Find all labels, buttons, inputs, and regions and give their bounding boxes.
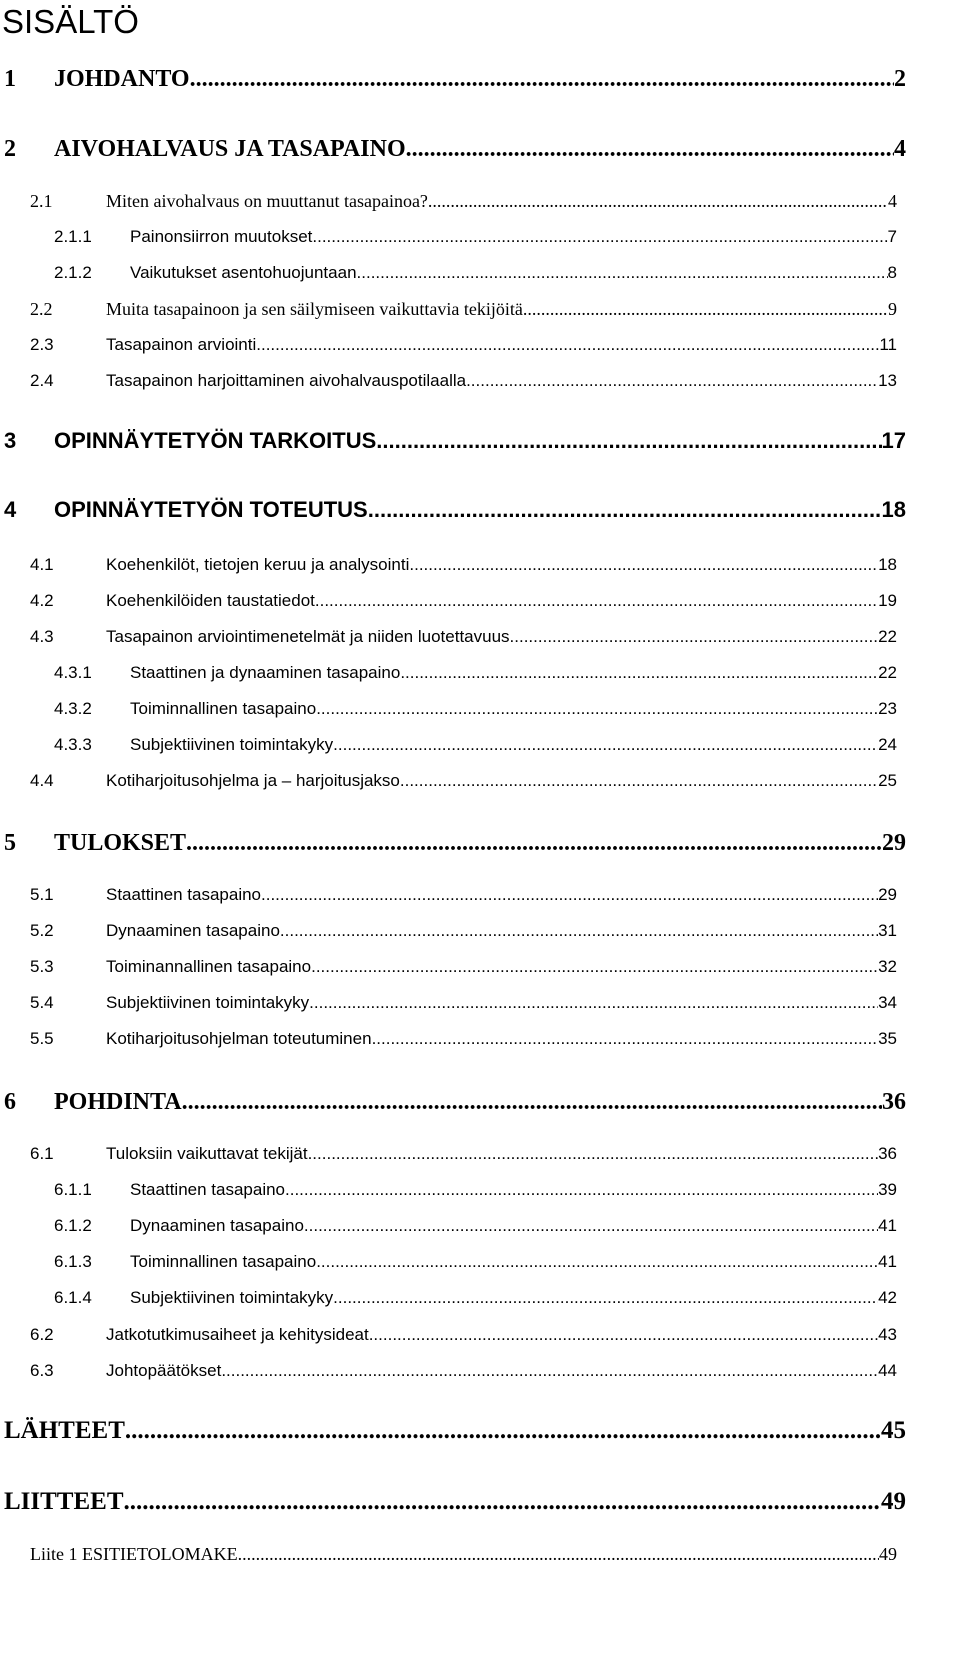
toc-entry-number: 5	[4, 830, 16, 856]
toc-leader-dots	[285, 1180, 878, 1200]
toc-entry-number: 6.1	[30, 1144, 54, 1163]
toc-entry-title: Toiminnallinen tasapaino	[130, 699, 317, 718]
toc-entry-page: 19	[878, 591, 897, 610]
toc-entry[interactable]	[0, 1488, 960, 1524]
toc-leader-dots	[309, 993, 878, 1013]
toc-entry-number: 6.1.3	[54, 1252, 92, 1271]
toc-entry-title: TULOKSET	[54, 830, 187, 856]
toc-entry-page: 49	[881, 1488, 906, 1515]
toc-entry-number: 2.1.1	[54, 227, 92, 246]
toc-entry-number: 2.3	[30, 335, 54, 354]
toc-entry-number: 1	[4, 66, 16, 92]
toc-entry-number: 5.3	[30, 957, 54, 976]
toc-entry-page: 35	[878, 1029, 897, 1048]
toc-entry-number: 4	[4, 497, 17, 522]
toc-entry-page: 13	[878, 371, 897, 390]
toc-entry[interactable]	[0, 699, 960, 735]
toc-entry[interactable]	[0, 771, 960, 807]
toc-entry-number: 6.1.2	[54, 1216, 92, 1235]
toc-entry-title: Kotiharjoitusohjelma ja – harjoitusjakso	[106, 771, 400, 790]
toc-leader-dots	[315, 591, 878, 611]
toc-entry-title: Liite 1 ESITIETOLOMAKE	[30, 1544, 238, 1564]
toc-leader-dots	[316, 1252, 878, 1272]
toc-leader-dots	[238, 1544, 879, 1565]
toc-entry[interactable]	[0, 1029, 960, 1065]
toc-entry-page: 25	[878, 771, 897, 790]
toc-entry-number: 4.3.1	[54, 663, 92, 682]
toc-entry[interactable]	[0, 335, 960, 371]
toc-entry[interactable]	[0, 428, 960, 464]
toc-entry-page: 17	[881, 428, 906, 453]
toc-entry-title: POHDINTA	[54, 1089, 182, 1115]
toc-entry[interactable]	[0, 957, 960, 993]
toc-entry-title: Jatkotutkimusaiheet ja kehitysideat	[106, 1325, 369, 1344]
toc-entry-title: Johtopäätökset	[106, 1361, 222, 1380]
toc-entry-number: 6.1.4	[54, 1288, 92, 1307]
toc-leader-dots	[372, 1029, 879, 1049]
toc-entry-page: 34	[878, 993, 897, 1012]
toc-entry-title: OPINNÄYTETYÖN TARKOITUS	[54, 428, 377, 453]
toc-entry-number: 5.1	[30, 885, 54, 904]
toc-leader-dots	[256, 335, 879, 355]
toc-entry-number: 4.4	[30, 771, 54, 790]
toc-entry-page: 42	[878, 1288, 897, 1307]
toc-entry-title: Staattinen ja dynaaminen tasapaino	[130, 663, 401, 682]
toc-entry-title: AIVOHALVAUS JA TASAPAINO	[54, 136, 406, 162]
toc-leader-dots	[400, 663, 878, 683]
toc-entry-title: Tasapainon harjoittaminen aivohalvauspotilaalla	[106, 371, 467, 390]
toc-entry-number: 6.2	[30, 1325, 54, 1344]
toc-leader-dots	[308, 1144, 879, 1164]
toc-entry-title: Miten aivohalvaus on muuttanut tasapainoa?	[106, 191, 428, 211]
toc-leader-dots	[190, 66, 894, 93]
toc-leader-dots	[357, 263, 888, 283]
toc-entry-number: 4.3	[30, 627, 54, 646]
toc-entry-page: 18	[881, 497, 906, 522]
toc-entry-title: Painonsiirron muutokset	[130, 227, 313, 246]
toc-entry[interactable]	[0, 136, 960, 172]
toc-entry-title: Tasapainon arviointi	[106, 335, 257, 354]
toc-leader-dots	[523, 299, 888, 320]
toc-entry-page: 31	[878, 921, 897, 940]
toc-leader-dots	[124, 1488, 881, 1516]
toc-entry[interactable]	[0, 627, 960, 663]
toc-leader-dots	[333, 1288, 878, 1308]
toc-entry-title: JOHDANTO	[54, 66, 190, 92]
toc-entry-title: Vaikutukset asentohuojuntaan	[130, 263, 357, 282]
toc-entry-page: 22	[878, 627, 897, 646]
toc-entry-title: Dynaaminen tasapaino	[130, 1216, 304, 1235]
toc-entry-page: 39	[878, 1180, 897, 1199]
toc-entry-page: 43	[878, 1325, 897, 1344]
toc-entry-page: 45	[881, 1417, 906, 1444]
toc-entry-page: 7	[887, 227, 897, 246]
toc-leader-dots	[376, 428, 881, 454]
toc-entry-title: Subjektiivinen toimintakyky	[130, 735, 334, 754]
toc-entry-title: Dynaaminen tasapaino	[106, 921, 280, 940]
toc-entry-number: 4.3.3	[54, 735, 92, 754]
toc-entry-page: 2	[894, 66, 906, 92]
toc-entry-number: 5.4	[30, 993, 54, 1012]
toc-entry[interactable]	[0, 299, 960, 335]
toc-leader-dots	[400, 771, 878, 791]
toc-entry-page: 4	[888, 191, 897, 211]
toc-leader-dots	[466, 371, 878, 391]
page-title: SISÄLTÖ	[2, 3, 139, 40]
toc-entry[interactable]	[0, 1089, 960, 1125]
toc-entry-number: 5.5	[30, 1029, 54, 1048]
toc-entry[interactable]	[0, 191, 960, 227]
toc-entry[interactable]	[0, 1252, 960, 1288]
toc-entry[interactable]	[0, 1325, 960, 1361]
toc-entry-page: 29	[882, 830, 906, 856]
toc-entry[interactable]	[0, 1180, 960, 1216]
toc-entry-title: Subjektiivinen toimintakyky	[130, 1288, 334, 1307]
toc-entry-number: 2.1.2	[54, 263, 92, 282]
toc-leader-dots	[406, 136, 894, 163]
toc-entry-number: 4.1	[30, 555, 54, 574]
toc-entry-page: 29	[878, 885, 897, 904]
toc-entry[interactable]	[0, 66, 960, 102]
toc-entry[interactable]	[0, 497, 960, 533]
toc-entry[interactable]	[0, 921, 960, 957]
toc-entry-page: 32	[878, 957, 897, 976]
toc-entry-page: 41	[878, 1216, 897, 1235]
toc-leader-dots	[369, 1325, 878, 1345]
toc-entry-page: 9	[888, 299, 897, 319]
toc-leader-dots	[221, 1361, 878, 1381]
toc-entry[interactable]	[0, 591, 960, 627]
toc-entry-title: Toiminannallinen tasapaino	[106, 957, 312, 976]
toc-leader-dots	[312, 227, 887, 247]
toc-entry-page: 36	[882, 1089, 906, 1115]
toc-entry[interactable]	[0, 1361, 960, 1397]
toc-entry[interactable]	[0, 1544, 960, 1580]
toc-entry-number: 5.2	[30, 921, 54, 940]
toc-entry-title: OPINNÄYTETYÖN TOTEUTUS	[54, 497, 368, 522]
toc-entry-page: 49	[879, 1544, 897, 1564]
toc-leader-dots	[182, 1089, 882, 1116]
toc-entry-number: 6.3	[30, 1361, 54, 1380]
toc-entry-number: 2	[4, 136, 16, 162]
toc-entry-title: Kotiharjoitusohjelman toteutuminen	[106, 1029, 372, 1048]
toc-entry-number: 6	[4, 1089, 16, 1115]
toc-leader-dots	[186, 830, 882, 857]
toc-entry[interactable]	[0, 885, 960, 921]
toc-entry-title: Subjektiivinen toimintakyky	[106, 993, 310, 1012]
toc-entry-page: 8	[887, 263, 897, 282]
toc-entry-number: 4.2	[30, 591, 54, 610]
toc-entry-page: 36	[878, 1144, 897, 1163]
toc-entry-title: Koehenkilöiden taustatiedot	[106, 591, 315, 610]
toc-entry-number: 4.3.2	[54, 699, 92, 718]
toc-leader-dots	[280, 921, 878, 941]
toc-entry-title: LIITTEET	[4, 1488, 124, 1515]
toc-entry-page: 23	[878, 699, 897, 718]
toc-entry-page: 11	[879, 335, 897, 354]
toc-entry-number: 6.1.1	[54, 1180, 92, 1199]
toc-leader-dots	[125, 1417, 881, 1445]
toc-entry-page: 24	[878, 735, 897, 754]
toc-entry-number: 2.1	[30, 191, 53, 211]
toc-entry[interactable]	[0, 1216, 960, 1252]
toc-entry-number: 3	[4, 428, 17, 453]
toc-leader-dots	[333, 735, 878, 755]
toc-entry[interactable]	[0, 1417, 960, 1453]
toc-leader-dots	[409, 555, 878, 575]
toc-entry[interactable]	[0, 371, 960, 407]
toc-entry-title: Tuloksiin vaikuttavat tekijät	[106, 1144, 308, 1163]
toc-entry[interactable]	[0, 663, 960, 699]
toc-entry[interactable]	[0, 735, 960, 771]
toc-entry[interactable]	[0, 993, 960, 1029]
toc-leader-dots	[510, 627, 879, 647]
toc-entry[interactable]	[0, 263, 960, 299]
toc-leader-dots	[368, 497, 882, 523]
toc-entry-page: 18	[878, 555, 897, 574]
toc-entry-title: Koehenkilöt, tietojen keruu ja analysointi	[106, 555, 410, 574]
toc-entry[interactable]	[0, 1144, 960, 1180]
toc-entry-number: 2.2	[30, 299, 53, 319]
toc-entry[interactable]	[0, 1288, 960, 1324]
toc-entry[interactable]	[0, 830, 960, 866]
toc-leader-dots	[311, 957, 878, 977]
toc-entry-page: 44	[878, 1361, 897, 1380]
toc-entry-title: Tasapainon arviointimenetelmät ja niiden luotettavuus	[106, 627, 510, 646]
toc-entry-number: 2.4	[30, 371, 54, 390]
toc-entry[interactable]	[0, 227, 960, 263]
toc-entry-page: 41	[878, 1252, 897, 1271]
toc-entry-title: LÄHTEET	[4, 1417, 125, 1444]
toc-entry-page: 4	[894, 136, 906, 162]
toc-leader-dots	[316, 699, 878, 719]
toc-leader-dots	[261, 885, 878, 905]
toc-entry-title: Toiminnallinen tasapaino	[130, 1252, 317, 1271]
toc-entry[interactable]	[0, 555, 960, 591]
toc-entry-title: Staattinen tasapaino	[106, 885, 262, 904]
toc-entry-title: Muita tasapainoon ja sen säilymiseen vaikuttavia tekijöitä	[106, 299, 523, 319]
toc-leader-dots	[304, 1216, 878, 1236]
toc-entry-page: 22	[878, 663, 897, 682]
toc-entry-title: Staattinen tasapaino	[130, 1180, 286, 1199]
toc-leader-dots	[428, 191, 888, 212]
